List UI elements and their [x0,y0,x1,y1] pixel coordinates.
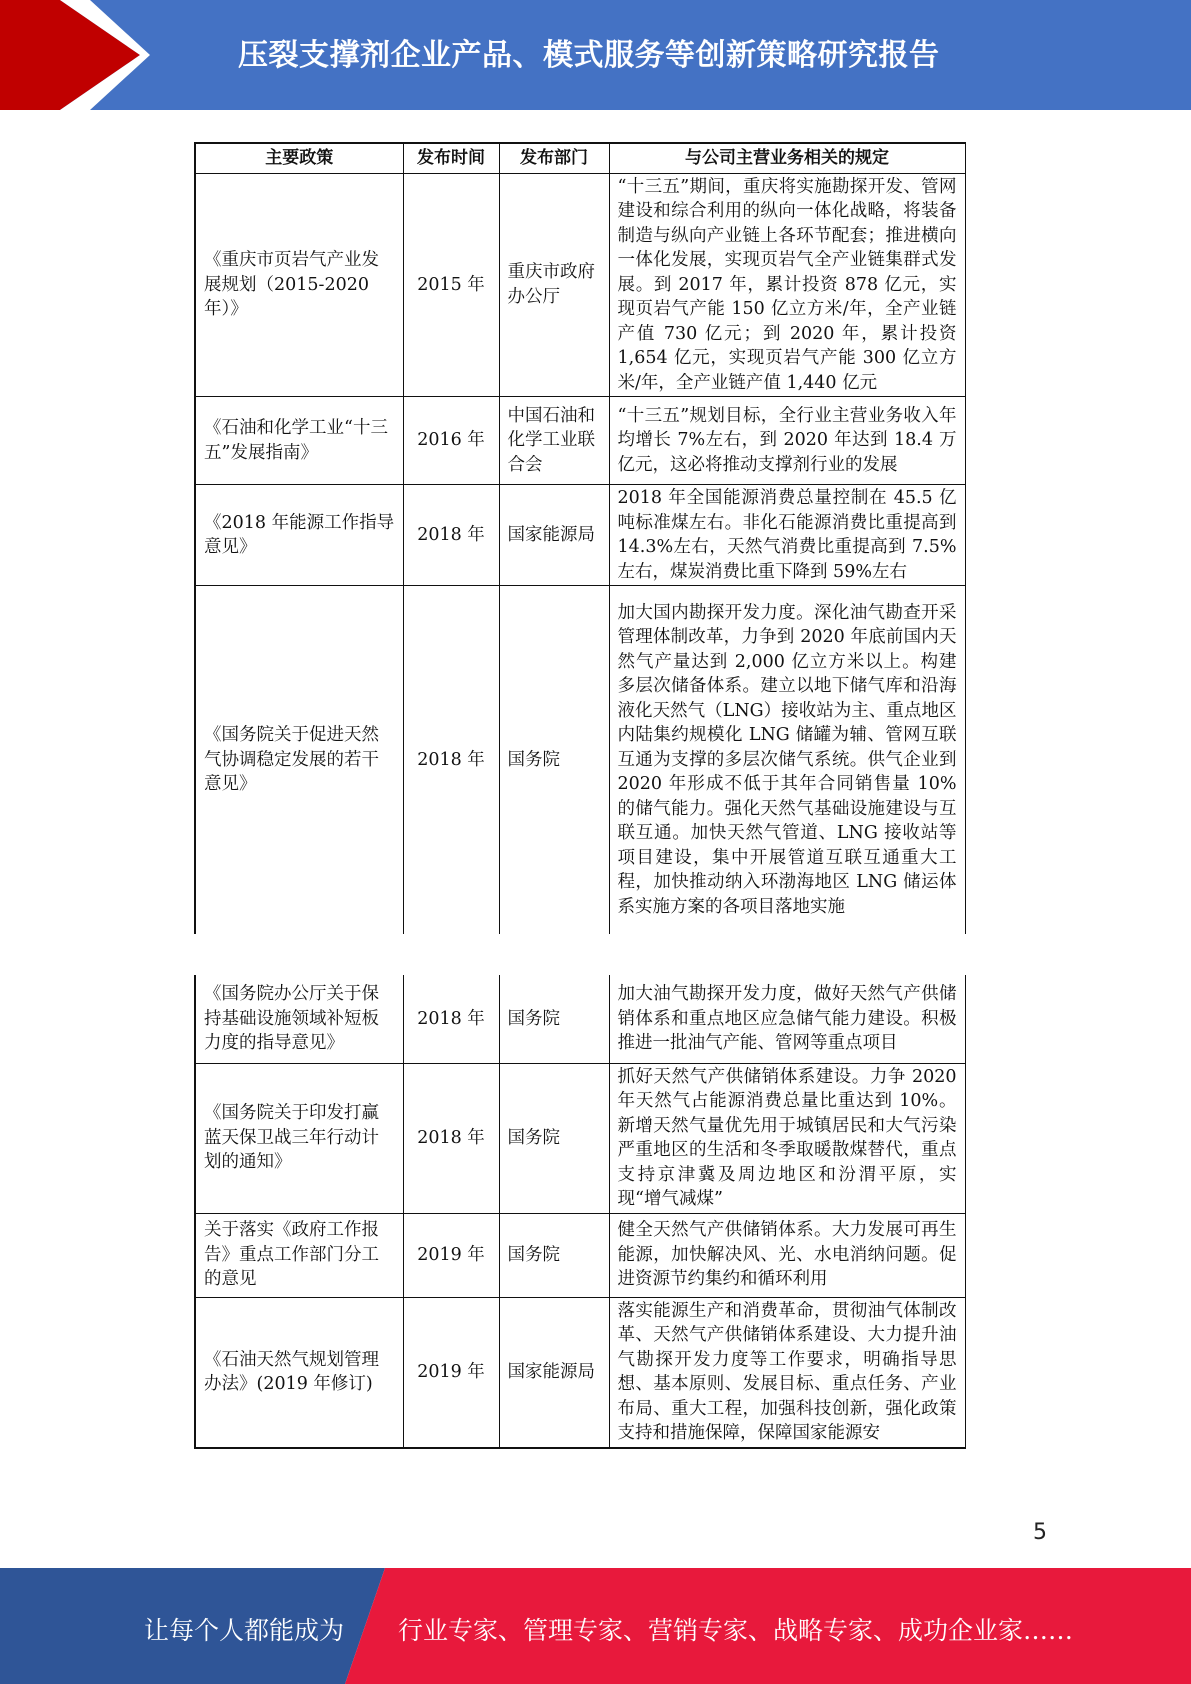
col-header-date: 发布时间 [403,143,499,173]
rule-cell: 健全天然气产供储销体系。大力发展可再生能源，加快解决风、光、水电消纳问题。促进资源节约集约和循环利用 [609,1213,965,1297]
header-chevron-icon [0,0,160,110]
table-row [195,485,965,586]
rule-cell: 落实能源生产和消费革命，贯彻油气体制改革、天然气产供储销体系建设、大力提升油气勘探开发力度等工作要求，明确指导思想、基本原则、发展目标、重点任务、产业布局、重大工程，加强科技创新，强化政策支持和措施保障，保障国家能源安 [609,1297,965,1448]
policy-cell: 关于落实《政府工作报告》重点工作部门分工的意见 [195,1213,403,1297]
date-cell: 2019 年 [403,1297,499,1448]
policy-cell: 《石油和化学工业“十三五”发展指南》 [195,397,403,485]
col-header-dept: 发布部门 [499,143,609,173]
dept-cell: 国务院 [499,1063,609,1213]
dept-cell: 国家能源局 [499,1297,609,1448]
dept-cell: 国务院 [499,975,609,1063]
rule-cell: 抓好天然气产供储销体系建设。力争 2020 年天然气占能源消费总量比重达到 10%。新增天然气量优先用于城镇居民和大气污染严重地区的生活和冬季取暖散煤替代，重点支持京津冀及周边地区和汾渭平原，实现“增气减煤” [609,1063,965,1213]
policy-table-part2 [194,975,966,1449]
rule-cell: “十三五”规划目标，全行业主营业务收入年均增长 7%左右，到 2020 年达到 18.4 万亿元，这必将推动支撑剂行业的发展 [609,397,965,485]
table-row [195,586,965,934]
table-row [195,1063,965,1213]
table-header-row [195,143,965,173]
dept-cell: 重庆市政府办公厅 [499,173,609,397]
policy-cell: 《国务院关于印发打赢蓝天保卫战三年行动计划的通知》 [195,1063,403,1213]
date-cell: 2018 年 [403,586,499,934]
dept-cell: 国务院 [499,1213,609,1297]
col-header-rule: 与公司主营业务相关的规定 [609,143,965,173]
policy-cell: 《国务院办公厅关于保持基础设施领域补短板力度的指导意见》 [195,975,403,1063]
table-row [195,397,965,485]
dept-cell: 国务院 [499,586,609,934]
col-header-policy: 主要政策 [195,143,403,173]
rule-cell: 加大国内勘探开发力度。深化油气勘查开采管理体制改革，力争到 2020 年底前国内天然气产量达到 2,000 亿立方米以上。构建多层次储备体系。建立以地下储气库和沿海液化天然气（LNG）接收站为主、重点地区内陆集约规模化 LNG 储罐为辅、管网互联互通为支撑的多层次储气系统。供气企业到 2020 年形成不低于其年合同销售量 10%的储气能力。强化天然气基础设施建设与互联互通。加快天然气管道、LNG 接收站等项目建设，集中开展管道互联互通重大工程，加快推动纳入环渤海地区 LNG 储运体系实施方案的各项目落地实施 [609,586,965,934]
table-row [195,1297,965,1448]
footer-slogan-right: 行业专家、管理专家、营销专家、战略专家、成功企业家…… [398,1616,1074,1645]
date-cell: 2018 年 [403,1063,499,1213]
table-row [195,1213,965,1297]
policy-cell: 《2018 年能源工作指导意见》 [195,485,403,586]
rule-cell: 加大油气勘探开发力度，做好天然气产供储销体系和重点地区应急储气能力建设。积极推进一批油气产能、管网等重点项目 [609,975,965,1063]
dept-cell: 国家能源局 [499,485,609,586]
policy-cell: 《重庆市页岩气产业发展规划（2015-2020年）》 [195,173,403,397]
date-cell: 2018 年 [403,485,499,586]
table-row [195,975,965,1063]
date-cell: 2016 年 [403,397,499,485]
rule-cell: “十三五”期间，重庆将实施勘探开发、管网建设和综合利用的纵向一体化战略，将装备制造与纵向产业链上各环节配套；推进横向一体化发展，实现页岩气全产业链集群式发展。到 2017 年，累计投资 878 亿元，实现页岩气产能 150 亿立方米/年，全产业链产值 730 亿元；到 2020 年，累计投资 1,654 亿元，实现页岩气产能 300 亿立方米/年，全产业链产值 1,440 亿元 [609,173,965,397]
page-number: 5 [1033,1520,1047,1545]
policy-cell: 《石油天然气规划管理办法》(2019 年修订) [195,1297,403,1448]
date-cell: 2015 年 [403,173,499,397]
rule-cell: 2018 年全国能源消费总量控制在 45.5 亿吨标准煤左右。非化石能源消费比重提高到 14.3%左右，天然气消费比重提高到 7.5%左右，煤炭消费比重下降到 59%左右 [609,485,965,586]
date-cell: 2018 年 [403,975,499,1063]
footer-slogan-left: 让每个人都能成为 [144,1616,345,1645]
dept-cell: 中国石油和化学工业联合会 [499,397,609,485]
page-header [0,0,1191,110]
policy-table-part1 [194,142,966,934]
report-title: 压裂支撑剂企业产品、模式服务等创新策略研究报告 [238,38,940,73]
policy-cell: 《国务院关于促进天然气协调稳定发展的若干意见》 [195,586,403,934]
table-row [195,173,965,397]
page-footer [0,1568,1191,1684]
date-cell: 2019 年 [403,1213,499,1297]
